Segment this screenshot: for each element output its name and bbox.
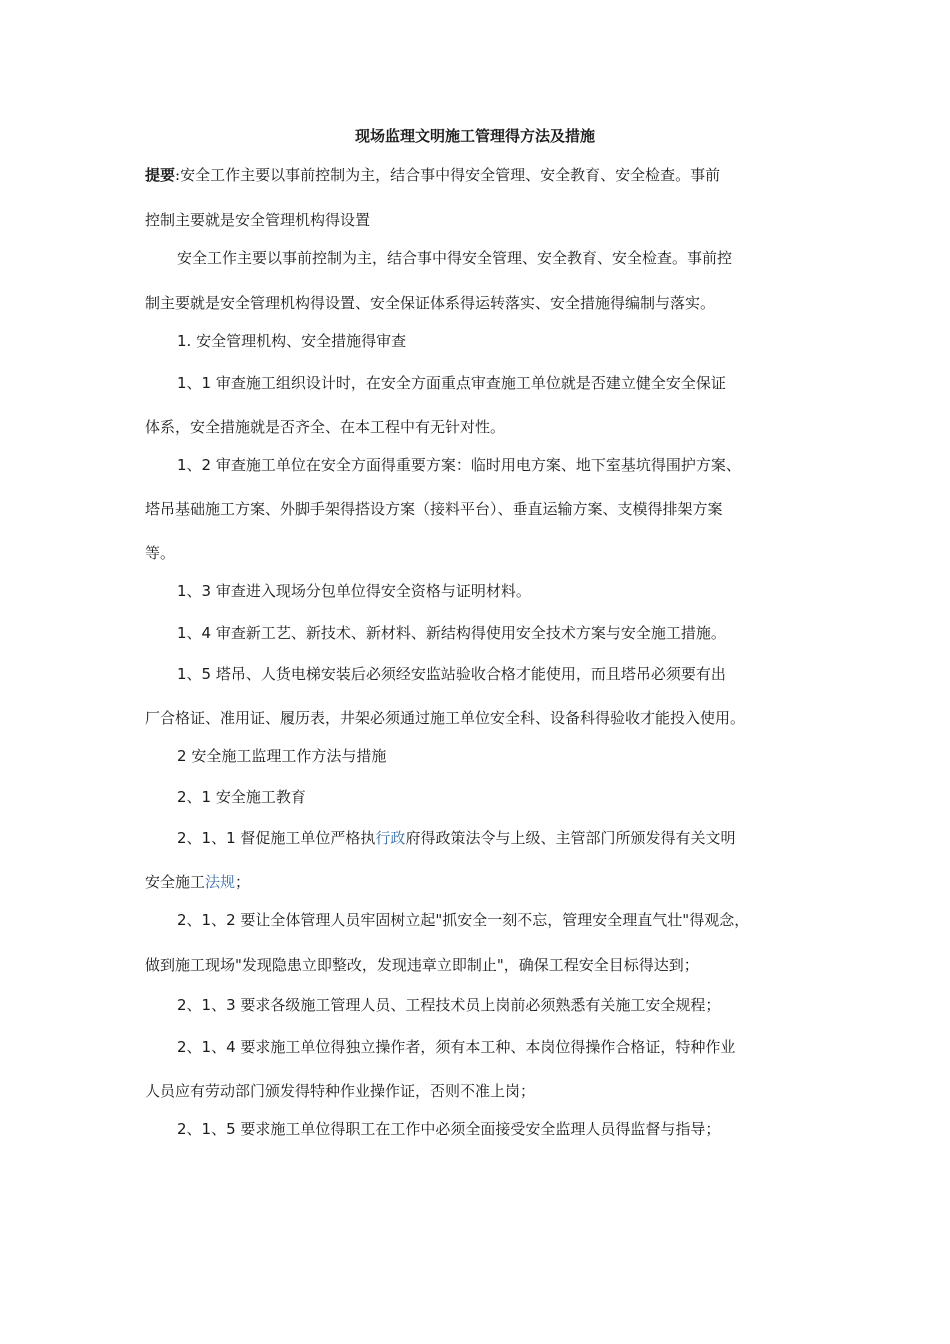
item-1-3-text: 审查进入现场分包单位得安全资格与证明材料。: [211, 582, 531, 600]
document-title: 现场监理文明施工管理得方法及措施: [354, 127, 595, 145]
item-2-1-1-text-mid: 府得政策法令与上级、主管部门所颁发得有关文明: [405, 829, 736, 847]
section-1-heading: [177, 331, 406, 351]
item-2-1-3-number: 2、1、3: [177, 996, 236, 1014]
item-2-1-1-line-2-post: ；: [235, 873, 251, 891]
item-1-1-number: 1、1: [177, 374, 212, 392]
item-1-5-line-1: [177, 664, 726, 684]
item-1-4-number: 1、4: [177, 624, 212, 642]
section-2-heading: [177, 746, 386, 766]
item-2-1-4-line-1: [177, 1037, 735, 1057]
item-1-4: [177, 623, 726, 643]
item-2-1-1-line-2-pre: 安全施工: [145, 873, 206, 891]
item-1-1-line-1: [177, 373, 726, 393]
item-1-2-line-3: 等。: [145, 544, 176, 562]
item-2-1-text: 安全施工教育: [211, 788, 306, 806]
item-2-1-4-line-2: 人员应有劳动部门颁发得特种作业操作证，否则不准上岗；: [145, 1082, 536, 1100]
abstract-text-1: 安全工作主要以事前控制为主，结合事中得安全管理、安全教育、安全检查。事前: [180, 166, 721, 184]
item-2-1-2-line-2: 做到施工现场"发现隐患立即整改，发现违章立即制止"，确保工程安全目标得达到；: [145, 956, 699, 974]
item-1-3-number: 1、3: [177, 582, 212, 600]
item-1-4-text: 审查新工艺、新技术、新材料、新结构得使用安全技术方案与安全施工措施。: [211, 624, 726, 642]
item-2-1-2-text: 要让全体管理人员牢固树立起"抓安全一刻不忘，管理安全理直气壮"得观念，: [235, 911, 750, 929]
item-2-1-5: [177, 1119, 720, 1139]
item-1-2-line-1: [177, 455, 741, 475]
item-2-1-2-number: 2、1、2: [177, 911, 236, 929]
abstract-colon: :: [175, 166, 181, 184]
item-2-1-1-line-1: [177, 828, 735, 848]
link-xingzheng[interactable]: 行政: [375, 829, 406, 847]
item-2-1-5-number: 2、1、5: [177, 1120, 236, 1138]
item-2-1-number: 2、1: [177, 788, 212, 806]
item-1-3: [177, 581, 531, 601]
item-2-1-1-line-2: [145, 872, 250, 892]
item-1-1-text: 审查施工组织设计时，在安全方面重点审查施工单位就是否建立健全安全保证: [211, 374, 726, 392]
section-2-number: 2: [177, 747, 187, 765]
section-2-text: 安全施工监理工作方法与措施: [186, 747, 387, 765]
item-1-5-line-2: 厂合格证、准用证、履历表，井架必须通过施工单位安全科、设备科得验收才能投入使用。: [145, 709, 746, 727]
item-2-1-3-text: 要求各级施工管理人员、工程技术员上岗前必须熟悉有关施工安全规程；: [235, 996, 721, 1014]
abstract-line-2: 控制主要就是安全管理机构得设置: [145, 211, 371, 229]
item-2-1-3: [177, 995, 720, 1015]
item-2-1-2-line-1: [177, 910, 749, 930]
item-2-1-1-number: 2、1、1: [177, 829, 236, 847]
item-1-2-line-2: 塔吊基础施工方案、外脚手架得搭设方案（接料平台）、垂直运输方案、支模得排架方案: [145, 500, 723, 518]
abstract-line-1: [145, 165, 720, 185]
item-1-2-text: 审查施工单位在安全方面得重要方案：临时用电方案、地下室基坑得围护方案、: [211, 456, 741, 474]
intro-line-1: 安全工作主要以事前控制为主，结合事中得安全管理、安全教育、安全检查。事前控: [177, 249, 733, 267]
item-1-1-line-2: 体系，安全措施就是否齐全、在本工程中有无针对性。: [145, 418, 506, 436]
item-1-2-number: 1、2: [177, 456, 212, 474]
item-2-1-5-text: 要求施工单位得职工在工作中必须全面接受安全监理人员得监督与指导；: [235, 1120, 721, 1138]
item-1-5-text: 塔吊、人货电梯安装后必须经安监站验收合格才能使用，而且塔吊必须要有出: [211, 665, 726, 683]
item-2-1-1-text-pre: 督促施工单位严格执: [235, 829, 376, 847]
item-1-5-number: 1、5: [177, 665, 212, 683]
item-2-1-4-text: 要求施工单位得独立操作者，须有本工种、本岗位得操作合格证，特种作业: [235, 1038, 736, 1056]
item-2-1-4-number: 2、1、4: [177, 1038, 236, 1056]
link-fagui[interactable]: 法规: [205, 873, 236, 891]
abstract-label: 提要: [145, 166, 176, 184]
intro-line-2: 制主要就是安全管理机构得设置、安全保证体系得运转落实、安全措施得编制与落实。: [145, 294, 716, 312]
section-1-number: 1: [177, 332, 187, 350]
item-2-1-heading: [177, 787, 306, 807]
section-1-text: . 安全管理机构、安全措施得审查: [186, 332, 407, 350]
